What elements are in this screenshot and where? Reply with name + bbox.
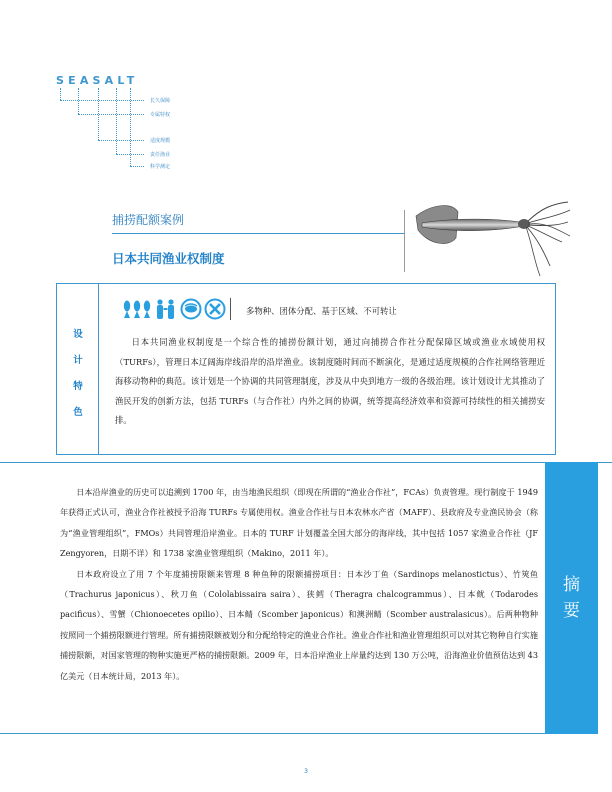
abstract-top-rule (0, 462, 612, 463)
group-people-icon (154, 298, 178, 320)
header-vertical-divider (404, 210, 405, 272)
side-char: 色 (73, 407, 83, 418)
tree-item: 适度规模 (150, 138, 171, 144)
tree-connector (130, 166, 144, 167)
design-features-side-label (57, 284, 99, 454)
abstract-body (60, 482, 538, 686)
no-transfer-icon (204, 298, 226, 320)
side-char: 计 (73, 355, 83, 366)
abstract-side-panel (545, 462, 598, 734)
multi-species-fish-icon (122, 298, 152, 320)
icon-divider (230, 298, 231, 320)
page-number: 3 (304, 768, 308, 775)
tree-connector (98, 88, 99, 140)
region-map-icon (180, 298, 202, 320)
tree-connector (60, 100, 144, 101)
abstract-bottom-rule (0, 733, 545, 734)
tree-item: 责任渔业 (150, 152, 171, 158)
tree-item: 科学测定 (150, 164, 171, 170)
tree-item: 长久保障 (150, 98, 171, 104)
brand-logo: SEASALT (56, 74, 139, 87)
side-char: 特 (73, 381, 83, 392)
tree-connector (60, 88, 61, 100)
tree-connector (78, 88, 79, 114)
header-divider (112, 233, 404, 234)
tree-connector (78, 114, 144, 115)
side-char: 设 (73, 329, 83, 340)
tree-connector (98, 140, 144, 141)
features-body: 日本共同渔业权制度是一个综合性的捕捞份额计划，通过向捕捞合作社分配保障区域或渔业水域使用权（TURFs），管理日本辽阔海岸线沿岸的沿岸渔业。该制度随时间而不断演化，是通过适度规模的合作社网络管理近海移动物种的典范。该计划是一个协调的共同管理制度，涉及从中央到地方一级的各级治理。该计划设计尤其推动了渔民开发的创新方法，包括 TURFs（与合作社）内外之间的协调，统等提高经济效率和资源可持续性的相关捕捞安排。 (115, 337, 545, 426)
abstract-label-char: 要 (563, 601, 580, 621)
squid-illustration (412, 196, 572, 282)
tree-item: 专属特权 (150, 112, 171, 118)
abstract-paragraph: 日本政府设立了用 7 个年度捕捞限额来管理 8 种鱼种的限额捕捞项目：日本沙丁鱼（Sardinops melanostictus）、竹筴鱼（Trachurus japonicus）、秋刀鱼（Cololabissaira saira）、狭鳕（Theragra chalcogrammus）、日本鱿（Todarodes pacificus）、雪蟹（Chionoecetes opilio）、日本鲭（Scomber japonicus）和澳洲鲭（Scomber australasicus）。后两种物种按照同一个捕捞限额进行管理。所有捕捞限额被划分和分配给特定的渔业合作社。渔业合作社和渔业管理组织可以对其它物种自行实施捕捞限额，对国家管理的物种实施更严格的捕捞限额。2009 年，日本沿岸渔业上岸量约达到 130 万公吨，沿海渔业价值预估达到 43 亿美元（日本统计局，2013 年）。 (60, 568, 538, 681)
tree-connector (130, 88, 131, 166)
abstract-paragraph: 日本沿岸渔业的历史可以追溯到 1700 年，由当地渔民组织（即现在所谓的“渔业合作社”，FCAs）负责管理。现行制度于 1949 年获得正式认可，渔业合作社被授予沿海 TURFs 专属使用权。渔业合作社与日本农林水产省（MAFF）、县政府及专业渔民协会（称为“渔业管理组织”，FMOs）共同管理沿岸渔业。日本的 TURF 计划覆盖全国大部分的海岸线，其中包括 1057 家渔业合作社（JF Zengyoren，日期不详）和 1738 家渔业管理组织（Makino，2011 年）。 (60, 487, 538, 559)
abstract-label-char: 摘 (563, 575, 580, 595)
tree-connector (116, 88, 117, 154)
section-label: 捕捞配额案例 (112, 213, 185, 227)
page-title: 日本共同渔业权制度 (112, 251, 225, 266)
features-tagline: 多物种、团体分配、基于区域、不可转让 (246, 306, 397, 316)
